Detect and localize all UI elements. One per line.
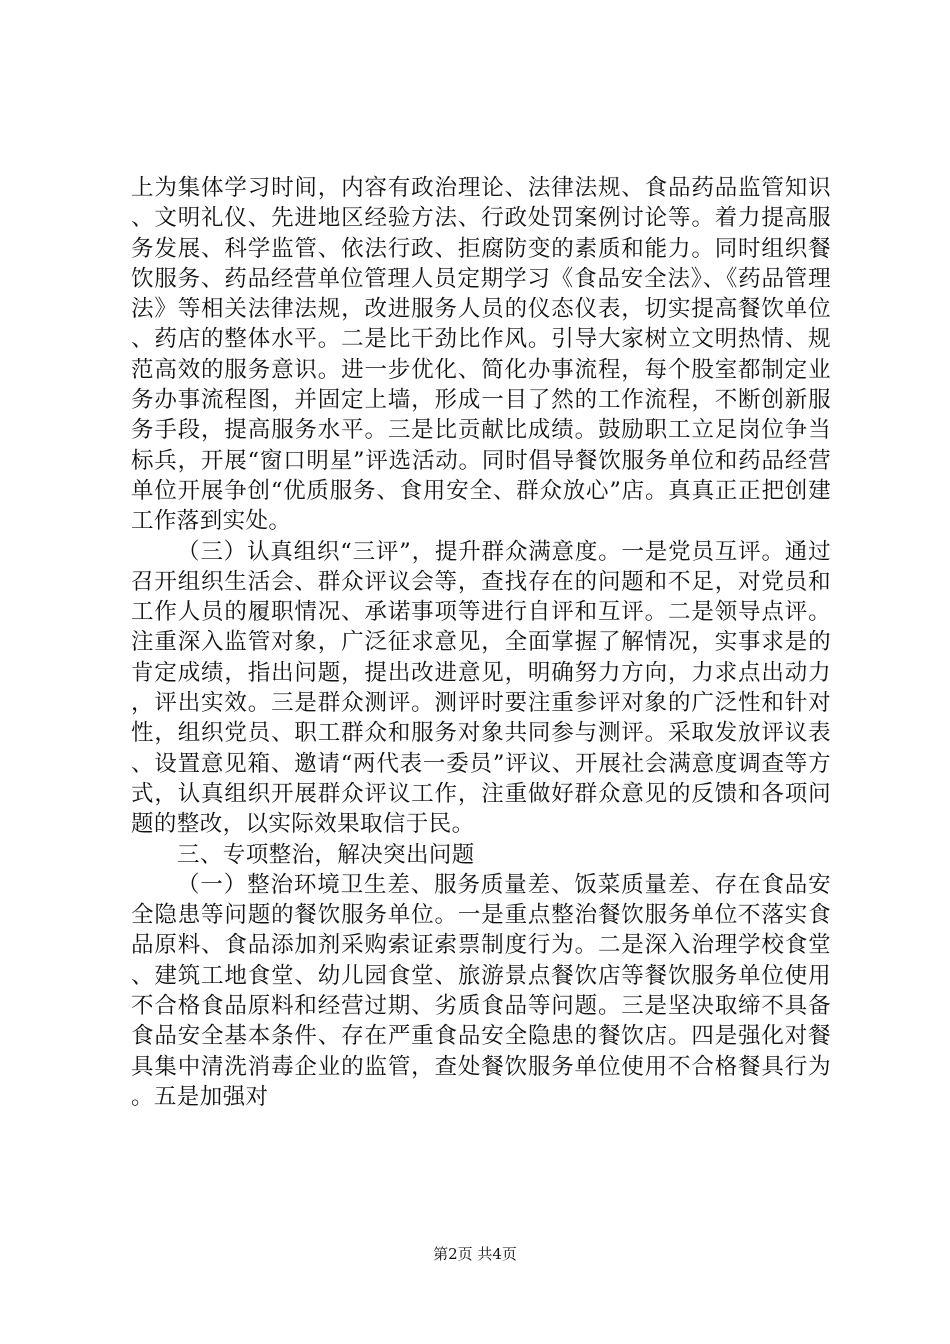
document-body [131,173,831,1112]
section-heading-special-rectification: 三、专项整治，解决突出问题 [177,841,475,868]
paragraph-continued: 上为集体学习时间，内容有政治理论、法律法规、食品药品监管知识、文明礼仪、先进地区经验方法、行政处罚案例讨论等。着力提高服务发展、科学监管、依法行政、拒腐防变的素质和能力。同时组织餐饮服务、药品经营单位管理人员定期学习《食品安全法》、《药品管理法》等相关法律法规，改进服务人员的仪态仪表，切实提高餐饮单位、药店的整体水平。二是比干劲比作风。引导大家树立文明热情、规范高效的服务意识。进一步优化、简化办事流程，每个股室都制定业务办事流程图，并固定上墙，形成一目了然的工作流程，不断创新服务手段，提高服务水平。三是比贡献比成绩。鼓励职工立足岗位争当标兵，开展“窗口明星”评选活动。同时倡导餐饮服务单位和药品经营单位开展争创“优质服务、食用安全、群众放心”店。真真正正把创建工作落到实处。 [131,175,831,535]
paragraph-three-evaluations: （三）认真组织“三评”，提升群众满意度。一是党员互评。通过召开组织生活会、群众评议会等，查找存在的问题和不足，对党员和工作人员的履职情况、承诺事项等进行自评和互评。二是领导点评。注重深入监管对象，广泛征求意见，全面掌握了解情况，实事求是的肯定成绩，指出问题，提出改进意见，明确努力方向，力求点出动力，评出实效。三是群众测评。测评时要注重参评对象的广泛性和针对性，组织党员、职工群众和服务对象共同参与测评。采取发放评议表、设置意见箱、邀请“两代表一委员”评议、开展社会满意度调查等方式，认真组织开展群众评议工作，注重做好群众意见的反馈和各项问题的整改，以实际效果取信于民。 [131,538,831,838]
paragraph-rectify-catering: （一）整治环境卫生差、服务质量差、饭菜质量差、存在食品安全隐患等问题的餐饮服务单位。一是重点整治餐饮服务单位不落实食品原料、食品添加剂采购索证索票制度行为。二是深入治理学校食堂、建筑工地食堂、幼儿园食堂、旅游景点餐饮店等餐饮服务单位使用不合格食品原料和经营过期、劣质食品等问题。三是坚决取缔不具备食品安全基本条件、存在严重食品安全隐患的餐饮店。四是强化对餐具集中清洗消毒企业的监管，查处餐饮服务单位使用不合格餐具行为。五是加强对 [131,871,831,1110]
page-number-footer: 第2页 共4页 [433,1245,517,1263]
